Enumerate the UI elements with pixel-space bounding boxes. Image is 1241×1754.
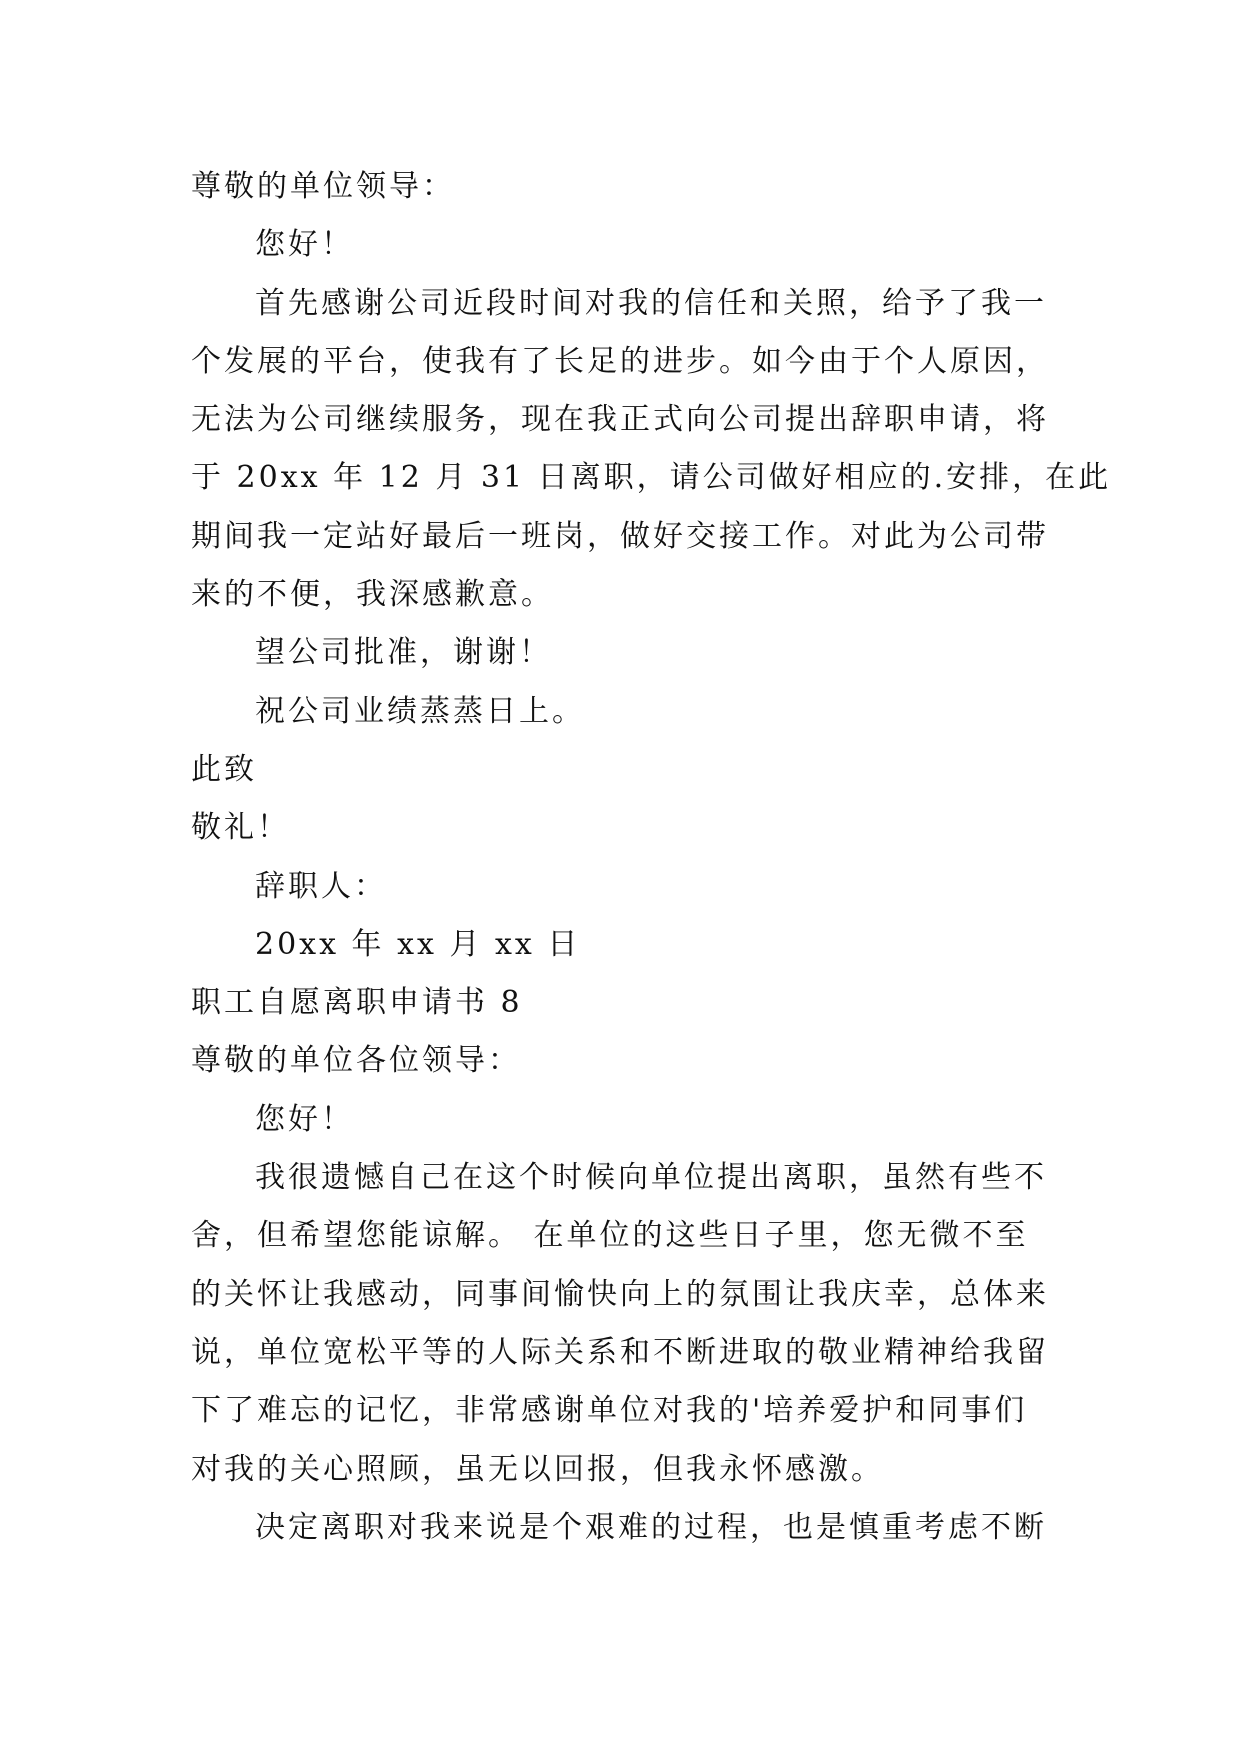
closing-line: 敬礼！	[191, 810, 290, 846]
body-line: 的关怀让我感动，同事间愉快向上的氛围让我庆幸，总体来	[191, 1276, 1049, 1312]
section-title: 职工自愿离职申请书 8	[191, 985, 523, 1021]
document-content	[191, 158, 1112, 1557]
signer-line: 辞职人：	[255, 868, 387, 904]
wishes-line: 祝公司业绩蒸蒸日上。	[255, 693, 585, 729]
body-line: 个发展的平台，使我有了长足的进步。如今由于个人原因，	[191, 343, 1049, 379]
body-line: 期间我一定站好最后一班岗，做好交接工作。对此为公司带	[191, 518, 1049, 554]
closing-line: 此致	[191, 751, 257, 787]
body-line: 对我的关心照顾，虽无以回报，但我永怀感激。	[191, 1451, 884, 1487]
body-line: 于 20xx 年 12 月 31 日离职，请公司做好相应的.安排，在此	[191, 460, 1112, 496]
body-line: 舍，但希望您能谅解。 在单位的这些日子里，您无微不至	[191, 1218, 1029, 1254]
salutation: 尊敬的单位领导：	[191, 169, 455, 204]
approval-line: 望公司批准，谢谢！	[255, 635, 552, 671]
body-line: 说，单位宽松平等的人际关系和不断进取的敬业精神给我留	[191, 1334, 1049, 1370]
greeting: 您好！	[255, 1101, 354, 1137]
body-line: 我很遗憾自己在这个时候向单位提出离职，虽然有些不	[255, 1160, 1047, 1196]
body-line: 决定离职对我来说是个艰难的过程，也是慎重考虑不断	[255, 1509, 1047, 1545]
body-line: 首先感谢公司近段时间对我的信任和关照，给予了我一	[255, 285, 1047, 321]
body-line: 下了难忘的记忆，非常感谢单位对我的'培养爱护和同事们	[191, 1393, 1028, 1429]
salutation: 尊敬的单位各位领导：	[191, 1043, 521, 1079]
date-line: 20xx 年 xx 月 xx 日	[255, 926, 581, 962]
body-line: 来的不便，我深感歉意。	[191, 577, 554, 613]
body-line: 无法为公司继续服务，现在我正式向公司提出辞职申请，将	[191, 402, 1049, 438]
greeting: 您好！	[255, 227, 354, 263]
